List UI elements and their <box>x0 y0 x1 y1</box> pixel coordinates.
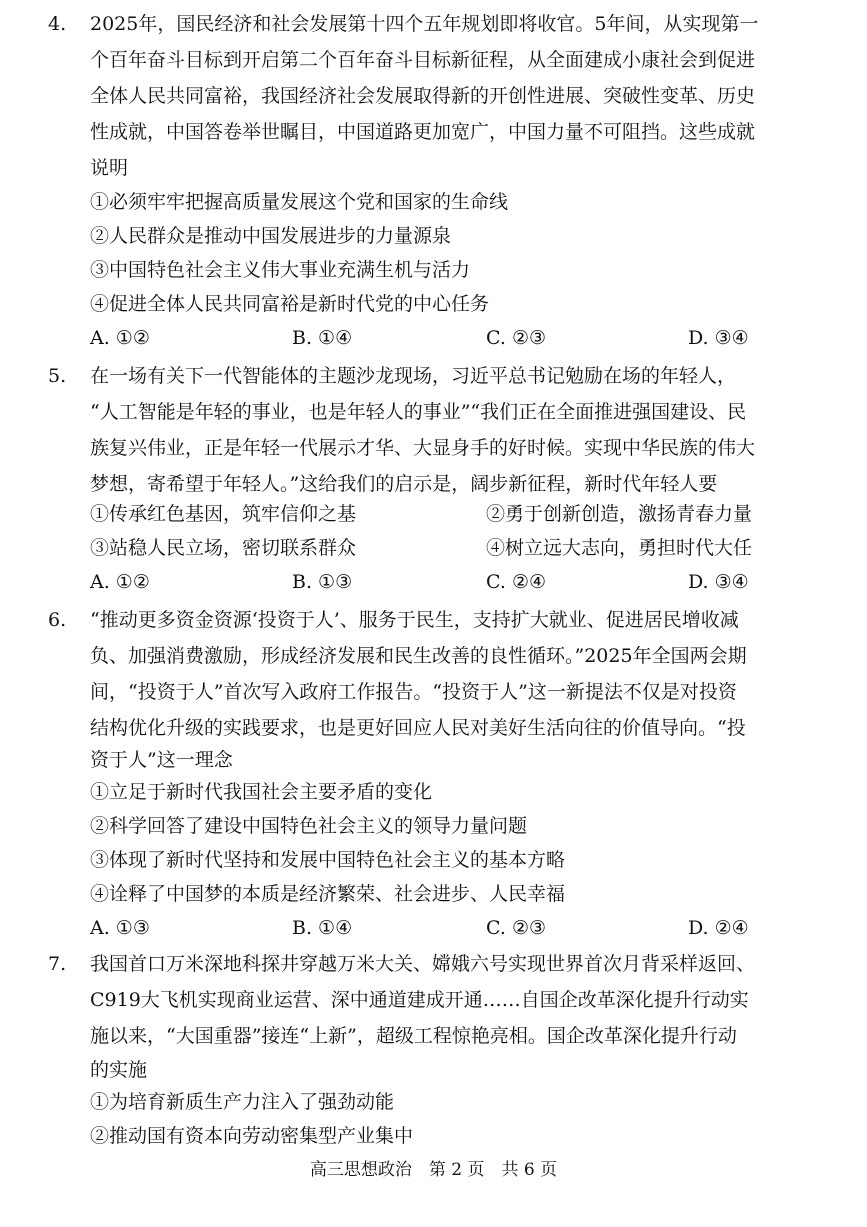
question-stem-line: 性成就，中国答卷举世瞩目，中国道路更加宽广，中国力量不可阻挡。这些成就 <box>90 121 756 143</box>
question-stem-line: “推动更多资金资源‘投资于人’、服务于民生，支持扩大就业、促进居民增收减 <box>90 609 739 631</box>
question-stem-line: 我国首口万米深地科探井穿越万米大关、嫦娥六号实现世界首次月背采样返回、 <box>90 953 756 975</box>
question-stem-line: 结构优化升级的实践要求，也是更好回应人民对美好生活向往的价值导向。“投 <box>90 717 746 739</box>
choice-c: C. ②③ <box>486 917 547 939</box>
statement-item: ②科学回答了建设中国特色社会主义的领导力量问题 <box>90 815 528 837</box>
choice-b: B. ①③ <box>292 571 353 593</box>
choice-c: C. ②④ <box>486 571 547 593</box>
page-footer: 高三思想政治 第 2 页 共 6 页 <box>309 1160 558 1180</box>
statement-item: ④树立远大志向，勇担时代大任 <box>486 537 753 559</box>
question-stem-line: 施以来，“大国重器”接连“上新”，超级工程惊艳亮相。国企改革深化提升行动 <box>90 1025 737 1047</box>
statement-item: ③站稳人民立场，密切联系群众 <box>90 537 357 559</box>
question-stem-line: 个百年奋斗目标到开启第二个百年奋斗目标新征程，从全面建成小康社会到促进 <box>90 49 756 71</box>
statement-item: ②勇于创新创造，激扬青春力量 <box>486 503 753 525</box>
question-number: 7. <box>48 953 67 975</box>
choice-a: A. ①② <box>90 327 150 349</box>
choice-c: C. ②③ <box>486 327 547 349</box>
statement-item: ③体现了新时代坚持和发展中国特色社会主义的基本方略 <box>90 849 566 871</box>
statement-item: ②人民群众是推动中国发展进步的力量源泉 <box>90 225 452 247</box>
choice-d: D. ③④ <box>688 571 749 593</box>
choice-b: B. ①④ <box>292 917 353 939</box>
statement-item: ①传承红色基因，筑牢信仰之基 <box>90 503 357 525</box>
question-stem-line: 在一场有关下一代智能体的主题沙龙现场，习近平总书记勉励在场的年轻人， <box>90 365 737 387</box>
statement-item: ②推动国有资本向劳动密集型产业集中 <box>90 1125 414 1147</box>
question-stem-line: 间，“投资于人”首次写入政府工作报告。“投资于人”这一新提法不仅是对投资 <box>90 681 737 703</box>
statement-item: ①必须牢牢把握高质量发展这个党和国家的生命线 <box>90 191 509 213</box>
choice-d: D. ③④ <box>688 327 749 349</box>
question-stem-line: 全体人民共同富裕，我国经济社会发展取得新的开创性进展、突破性变革、历史 <box>90 85 756 107</box>
choice-d: D. ②④ <box>688 917 749 939</box>
question-stem-line: 的实施 <box>90 1059 148 1081</box>
statement-item: ①为培育新质生产力注入了强劲动能 <box>90 1091 395 1113</box>
question-number: 4. <box>48 13 67 35</box>
question-stem-line: “人工智能是年轻的事业，也是年轻人的事业”“我们正在全面推进强国建设、民 <box>90 401 747 423</box>
choice-a: A. ①② <box>90 571 150 593</box>
choice-b: B. ①④ <box>292 327 353 349</box>
question-stem-line: 说明 <box>90 157 129 179</box>
question-stem-line: 负、加强消费激励，形成经济发展和民生改善的良性循环。”2025年全国两会期 <box>90 645 747 667</box>
question-stem-line: 族复兴伟业，正是年轻一代展示才华、大显身手的好时候。实现中华民族的伟大 <box>90 437 756 459</box>
choice-a: A. ①③ <box>90 917 150 939</box>
statement-item: ④促进全体人民共同富裕是新时代党的中心任务 <box>90 293 490 315</box>
question-stem-line: 梦想，寄希望于年轻人。”这给我们的启示是，阔步新征程，新时代年轻人要 <box>90 473 718 495</box>
question-stem-line: 2025年，国民经济和社会发展第十四个五年规划即将收官。5年间，从实现第一 <box>90 13 759 35</box>
question-number: 6. <box>48 609 67 631</box>
statement-item: ③中国特色社会主义伟大事业充满生机与活力 <box>90 259 471 281</box>
statement-item: ④诠释了中国梦的本质是经济繁荣、社会进步、人民幸福 <box>90 883 566 905</box>
statement-item: ①立足于新时代我国社会主要矛盾的变化 <box>90 781 433 803</box>
question-number: 5. <box>48 365 67 387</box>
question-stem-line: C919大飞机实现商业运营、深中通道建成开通……自国企改革深化提升行动实 <box>90 989 749 1011</box>
question-stem-line: 资于人”这一理念 <box>90 749 233 771</box>
